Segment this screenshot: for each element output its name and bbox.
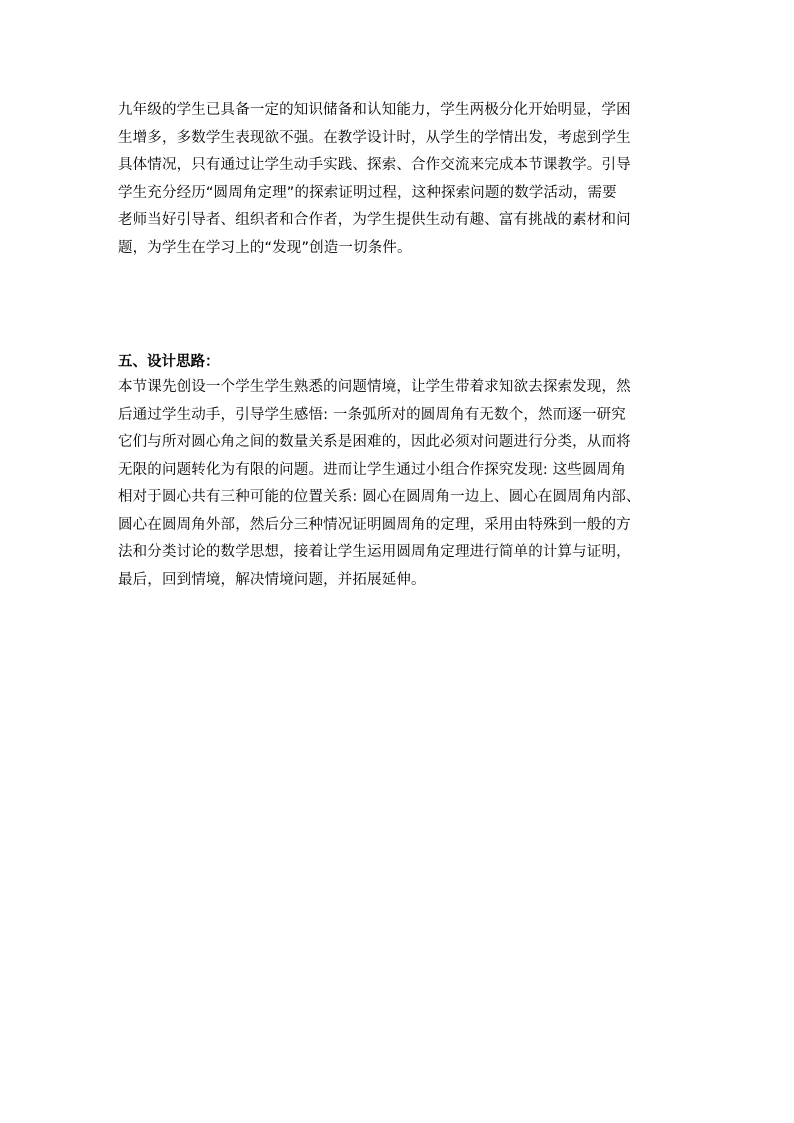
- paragraph-design-ideas: [118, 374, 678, 594]
- text-line: 具体情况，只有通过让学生动手实践、探索、合作交流来完成本节课教学。引导: [118, 157, 631, 173]
- text-line: 法和分类讨论的数学思想，接着让学生运用圆周角定理进行简单的计算与证明，: [118, 544, 631, 560]
- text-line: 相对于圆心共有三种可能的位置关系: 圆心在圆周角一边上、圆心在圆周角内部、: [118, 489, 641, 505]
- text-line: 最后，回到情境，解决情境问题，并拓展延伸。: [118, 571, 426, 588]
- text-line: 无限的问题转化为有限的问题。进而让学生通过小组合作探究发现: 这些圆周角: [118, 461, 626, 478]
- paragraph-student-analysis: [118, 97, 678, 262]
- text-line: 后通过学生动手，引导学生感悟: 一条弧所对的圆周角有无数个，然而逐一研究: [118, 406, 626, 423]
- text-line: 九年级的学生已具备一定的知识储备和认知能力，学生两极分化开始明显，学困: [118, 102, 631, 118]
- text-line: 它们与所对圆心角之间的数量关系是困难的，因此必须对问题进行分类，从而将: [118, 434, 631, 450]
- text-line: 生增多，多数学生表现欲不强。在教学设计时，从学生的学情出发，考虑到学生: [118, 129, 631, 146]
- text-line: 老师当好引导者、组织者和合作者，为学生提供生动有趣、富有挑战的素材和问: [118, 212, 631, 228]
- text-line: 本节课先创设一个学生学生熟悉的问题情境，让学生带着求知欲去探索发现，然: [118, 379, 631, 395]
- section-heading-design-ideas: 五、设计思路：: [118, 354, 220, 370]
- text-line: 学生充分经历“圆周角定理”的探索证明过程，这种探索问题的数学活动，需要: [118, 184, 617, 201]
- text-line: 圆心在圆周角外部，然后分三种情况证明圆周角的定理，采用由特殊到一般的方: [118, 516, 631, 533]
- text-line: 题，为学生在学习上的“发现”创造一切条件。: [118, 239, 412, 256]
